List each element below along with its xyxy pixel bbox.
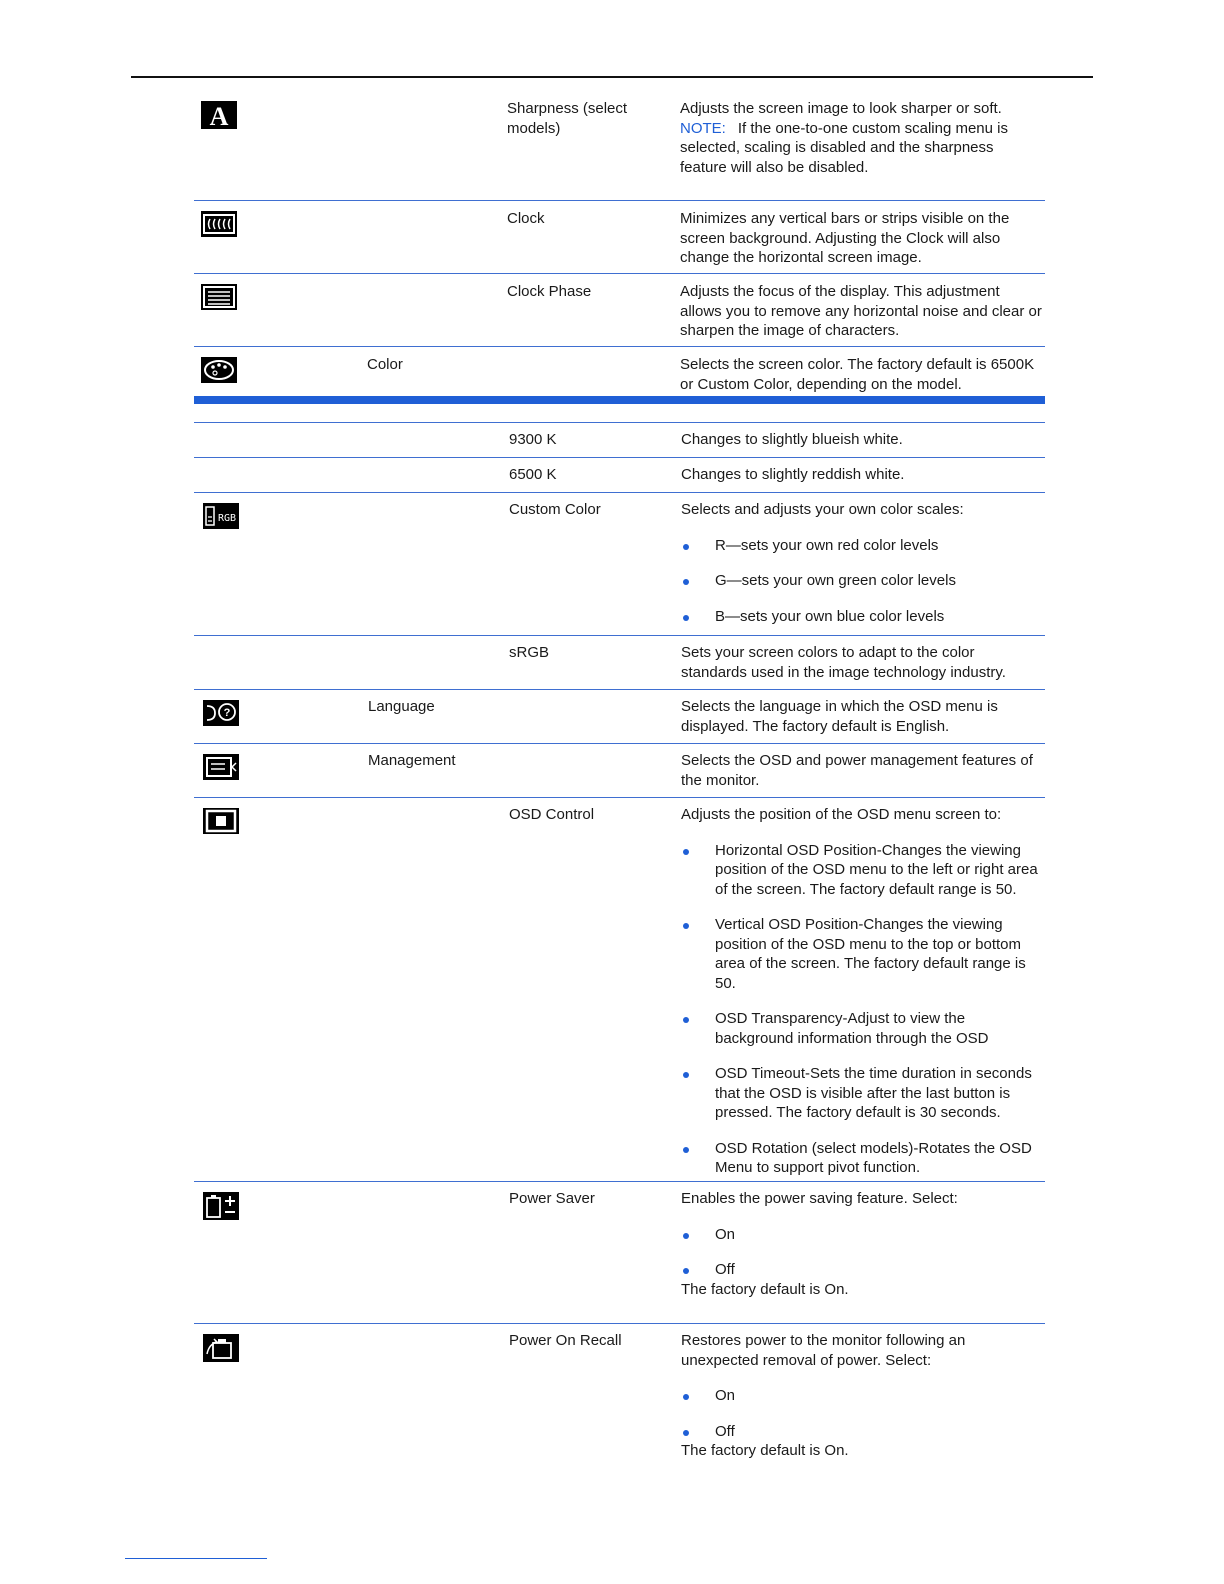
description: [681, 1189, 1041, 1299]
power-on-recall-icon: [203, 1334, 239, 1362]
header-rule: [131, 76, 1093, 78]
management-icon: [203, 754, 239, 780]
description: [681, 500, 1041, 626]
submenu-label: 6500 K: [509, 466, 557, 483]
table-row: [194, 201, 1045, 274]
language-icon: [203, 700, 239, 726]
osd-menu-table-bottom: [194, 422, 1045, 1484]
bullet-list: [681, 1386, 1041, 1441]
submenu-label: 9300 K: [509, 431, 557, 448]
submenu-label: Power Saver: [509, 1190, 595, 1207]
svg-text:?: ?: [223, 707, 231, 719]
description-text: Adjusts the screen image to look sharper or soft.: [680, 100, 1002, 117]
description: [680, 99, 1042, 177]
description-text: Restores power to the monitor following an unexpected removal of power. Select:: [681, 1332, 966, 1369]
list-item: On: [681, 1225, 1041, 1245]
description-text: Adjusts the position of the OSD menu screen to:: [681, 806, 1002, 823]
description: Changes to slightly blueish white.: [681, 431, 903, 448]
list-item: Off: [681, 1260, 1041, 1280]
table-row: [194, 690, 1045, 744]
description: Sets your screen colors to adapt to the color standards used in the image technology industry.: [681, 644, 1006, 681]
submenu-label: Custom Color: [509, 501, 601, 518]
description: Selects the language in which the OSD menu is displayed. The factory default is English.: [681, 698, 998, 735]
table-row: [194, 636, 1045, 690]
bullet-list: [681, 1225, 1041, 1280]
custom-color-rgb-icon: [203, 503, 239, 529]
bullet-list: [681, 536, 1041, 627]
list-item: On: [681, 1386, 1041, 1406]
footer-rule: [125, 1558, 267, 1559]
list-item: B—sets your own blue color levels: [681, 607, 1041, 627]
submenu-label: OSD Control: [509, 806, 595, 823]
list-item: R—sets your own red color levels: [681, 536, 1041, 556]
description: [681, 1331, 1041, 1461]
menu-label: Color: [367, 356, 403, 373]
note-label: NOTE:: [680, 119, 726, 137]
table-row: [194, 798, 1045, 1182]
svg-text:RGB: RGB: [217, 513, 237, 524]
submenu-label: Sharpness (select models): [507, 100, 628, 137]
svg-text:A: A: [209, 102, 229, 129]
description-text: Enables the power saving feature. Select:: [681, 1190, 958, 1207]
list-item: OSD Timeout-Sets the time duration in seconds that the OSD is visible after the last button is pressed. The factory default is 30 seconds.: [681, 1064, 1041, 1123]
list-item: OSD Transparency-Adjust to view the background information through the OSD: [681, 1009, 1041, 1048]
list-item: Vertical OSD Position-Changes the viewing position of the OSD menu to the top or bottom area of the screen. The factory default range is 50.: [681, 915, 1041, 993]
description: Selects the screen color. The factory default is 6500K or Custom Color, depending on the model.: [680, 356, 1035, 393]
description: Adjusts the focus of the display. This adjustment allows you to remove any horizontal noise and clear or sharpen the image of characters.: [680, 283, 1042, 339]
menu-label: Management: [368, 752, 456, 769]
submenu-label: Clock Phase: [507, 283, 592, 300]
color-palette-icon: [201, 357, 237, 383]
clock-phase-icon: [201, 284, 237, 310]
description-text: Selects and adjusts your own color scales:: [681, 501, 964, 518]
power-saver-icon: [203, 1192, 239, 1220]
list-item: Off: [681, 1422, 1041, 1442]
table-row: [194, 274, 1045, 347]
table-row: [194, 744, 1045, 798]
osd-menu-table-top: [194, 90, 1045, 403]
bullet-list: [681, 841, 1041, 1178]
table-row: [194, 90, 1045, 201]
list-item: OSD Rotation (select models)-Rotates the OSD Menu to support pivot function.: [681, 1139, 1041, 1178]
osd-control-icon: [203, 808, 239, 834]
note-text: If the one-to-one custom scaling menu is selected, scaling is disabled and the sharpness feature will also be disabled.: [680, 119, 1008, 176]
clock-icon: [201, 211, 237, 237]
table-row: [194, 423, 1045, 458]
submenu-label: Clock: [507, 210, 545, 227]
menu-label: Language: [368, 698, 435, 715]
table-row: [194, 458, 1045, 493]
table-row: [194, 1324, 1045, 1484]
description: Selects the OSD and power management features of the monitor.: [681, 752, 1033, 789]
table-row: [194, 1182, 1045, 1324]
section-divider: [194, 396, 1045, 404]
description: [681, 805, 1041, 1178]
note: [680, 119, 1042, 178]
table-row: [194, 347, 1045, 403]
list-item: Horizontal OSD Position-Changes the viewing position of the OSD menu to the left or right area of the screen. The factory default range is 50.: [681, 841, 1041, 900]
sharpness-icon: [201, 101, 237, 129]
list-item: G—sets your own green color levels: [681, 571, 1041, 591]
table-row: [194, 493, 1045, 636]
description: Minimizes any vertical bars or strips visible on the screen background. Adjusting the Clock will also change the horizontal screen image.: [680, 210, 1010, 266]
description: Changes to slightly reddish white.: [681, 466, 905, 483]
submenu-label: sRGB: [509, 644, 550, 661]
submenu-label: Power On Recall: [509, 1332, 622, 1349]
default-note: The factory default is On.: [681, 1442, 849, 1459]
default-note: The factory default is On.: [681, 1280, 849, 1298]
